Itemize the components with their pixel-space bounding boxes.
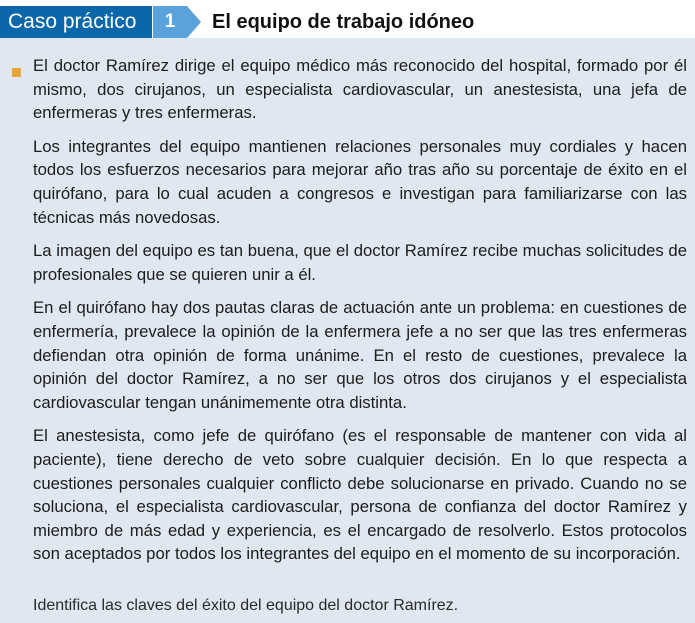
paragraph: El anestesista, como jefe de quirófano (es el responsable de mantener con vida al paciente), tiene derecho de veto sobre cualquier decisión. En lo que respecta a cuestiones personales cualquier conflicto debe solucionarse en privado. Cuando no se soluciona, el especialista cardiovascular, persona de confianza del doctor Ramírez y miembro de más edad y experiencia, es el encargado de resolverlo. Estos protocolos son aceptados por todos los integrantes del equipo en el momento de su incorporación.	[33, 426, 687, 564]
case-number: 1	[153, 6, 187, 38]
case-tag: Caso práctico	[0, 6, 152, 38]
paragraph: El doctor Ramírez dirige el equipo médico más reconocido del hospital, formado por él mismo, dos cirujanos, un especialista cardiovascular, un anestesista, una jefa de enfermeras y tres enfermeras.	[33, 56, 687, 123]
case-title: El equipo de trabajo idóneo	[212, 11, 475, 33]
square-bullet-icon	[12, 68, 21, 77]
case-question: Identifica las claves del éxito del equipo del doctor Ramírez.	[33, 597, 459, 614]
paragraph: En el quirófano hay dos pautas claras de actuación ante un problema: en cuestiones de enfermería, prevalece la opinión de la enfermera jefe a no ser que las tres enfermeras defiendan otra opinión de forma unánime. En el resto de cuestiones, prevalece la opinión del doctor Ramírez, a no ser que los otros dos cirujanos y el especialista cardiovascular tengan unánimemente otra distinta.	[33, 298, 687, 412]
case-header	[0, 0, 695, 36]
paragraph: Los integrantes del equipo mantienen relaciones personales muy cordiales y hacen todos los esfuerzos necesarios para mejorar año tras año su porcentaje de éxito en el quirófano, para lo cual acuden a congresos e investigan para familiarizarse con las técnicas más novedosas.	[33, 136, 687, 227]
case-text	[33, 54, 687, 576]
paragraph: La imagen del equipo es tan buena, que el doctor Ramírez recibe muchas solicitudes de profesionales que se quieren unir a él.	[33, 241, 687, 284]
arrow-icon	[187, 6, 201, 38]
